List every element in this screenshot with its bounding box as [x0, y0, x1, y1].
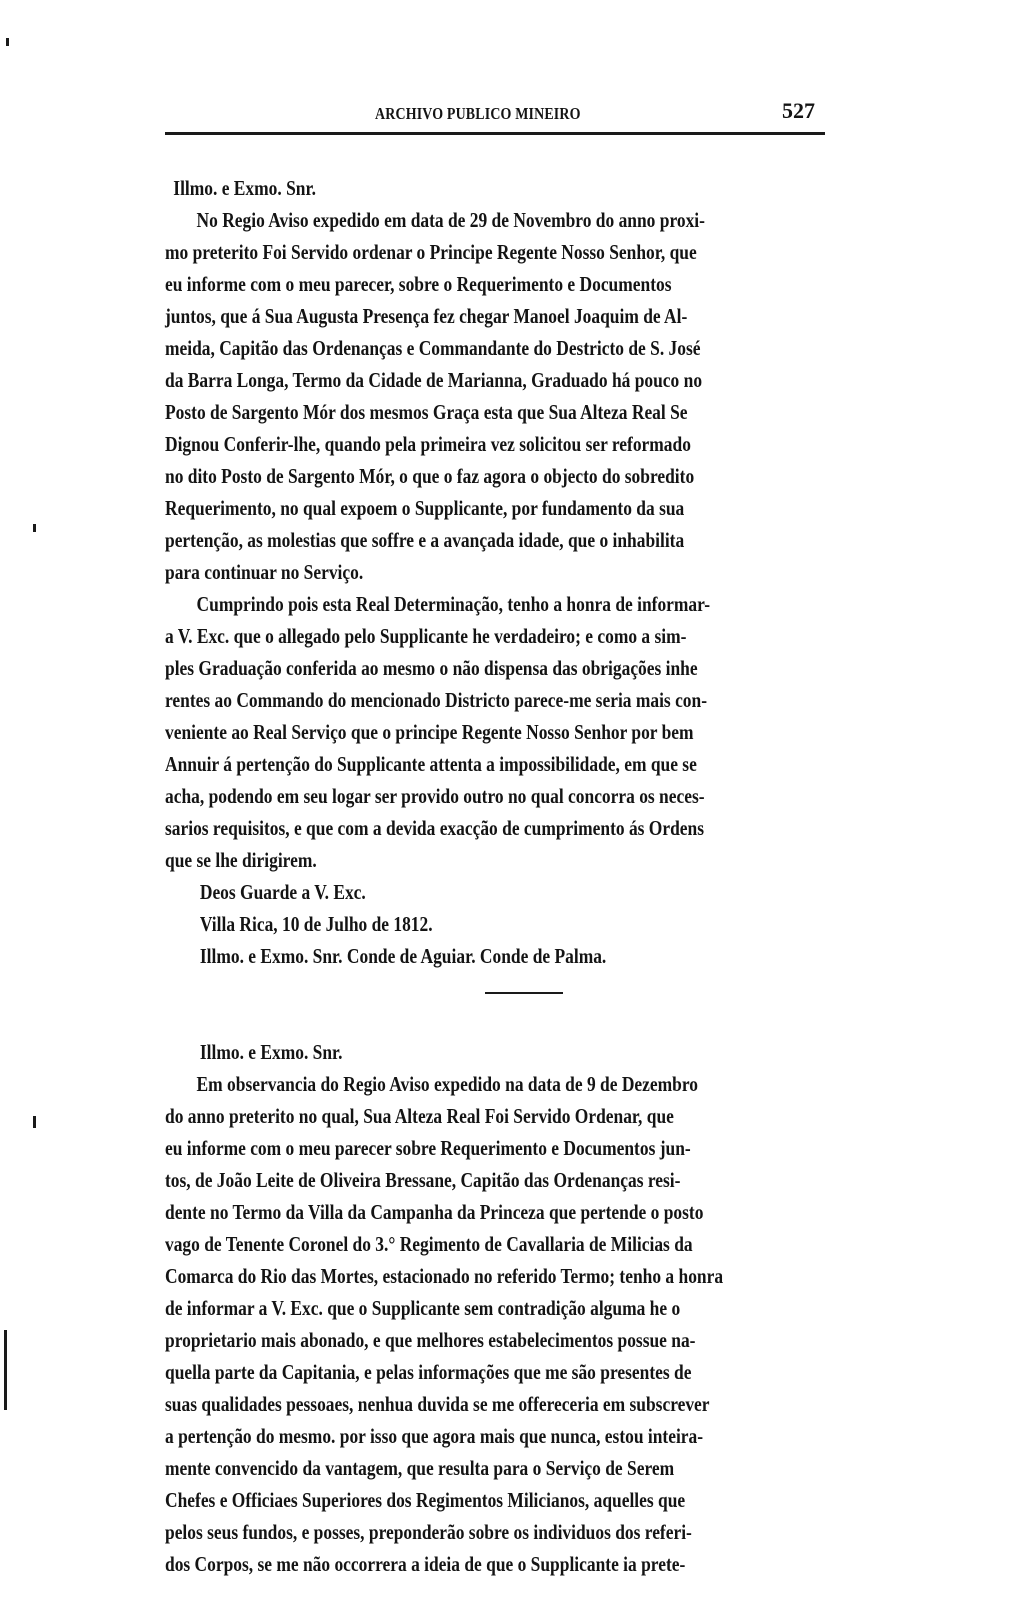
- running-title: ARCHIVO PUBLICO MINEIRO: [375, 104, 581, 123]
- text-line: Comarca do Rio das Mortes, estacionado no referido Termo; tenho a honra: [165, 1264, 724, 1288]
- text-line: da Barra Longa, Termo da Cidade de Marianna, Graduado há pouco no: [165, 368, 703, 392]
- text-line: No Regio Aviso expedido em data de 29 de Novembro do anno proxi-: [196, 208, 705, 232]
- page-number: 527: [782, 98, 815, 123]
- text-line: meida, Capitão das Ordenanças e Commandante do Destricto de S. José: [165, 336, 701, 360]
- scan-mark: [33, 1116, 36, 1128]
- letter-1: [165, 172, 845, 972]
- text-line: acha, podendo em seu logar ser provido outro no qual concorra os neces-: [165, 784, 705, 808]
- text-line: eu informe com o meu parecer, sobre o Requerimento e Documentos: [165, 272, 672, 296]
- header-rule: [165, 132, 825, 135]
- text-line: ples Graduação conferida ao mesmo o não dispensa das obrigações inhe: [165, 656, 698, 680]
- text-line: vago de Tenente Coronel do 3.° Regimento de Cavallaria de Milicias da: [165, 1232, 693, 1256]
- page-header: [165, 98, 845, 132]
- section-separator: [485, 992, 563, 994]
- text-line: tos, de João Leite de Oliveira Bressane, Capitão das Ordenanças resi-: [165, 1168, 681, 1192]
- text-line: quella parte da Capitania, e pelas informações que me são presentes de: [165, 1360, 692, 1384]
- letter-2-salutation: Illmo. e Exmo. Snr.: [199, 1040, 343, 1064]
- scan-mark: [4, 1330, 7, 1410]
- text-line: proprietario mais abonado, e que melhores estabelecimentos possue na-: [165, 1328, 696, 1352]
- text-line: pertenção, as molestias que soffre e a avançada idade, que o inhabilita: [165, 528, 685, 552]
- text-line: que se lhe dirigirem.: [165, 848, 317, 872]
- text-line: veniente ao Real Serviço que o principe Regente Nosso Senhor por bem: [165, 720, 694, 744]
- closing-line: Illmo. e Exmo. Snr. Conde de Aguiar. Conde de Palma.: [199, 944, 607, 968]
- text-line: Requerimento, no qual expoem o Supplicante, por fundamento da sua: [165, 496, 685, 520]
- text-line: Posto de Sargento Mór dos mesmos Graça esta que Sua Alteza Real Se: [165, 400, 688, 424]
- text-line: juntos, que á Sua Augusta Presença fez chegar Manoel Joaquim de Al-: [165, 304, 688, 328]
- closing-line: Deos Guarde a V. Exc.: [199, 880, 366, 904]
- text-line: de informar a V. Exc. que o Supplicante sem contradição alguma he o: [165, 1296, 681, 1320]
- text-line: no dito Posto de Sargento Mór, o que o faz agora o objecto do sobredito: [165, 464, 695, 488]
- text-line: rentes ao Commando do mencionado Districto parece-me seria mais con-: [165, 688, 708, 712]
- text-line: Cumprindo pois esta Real Determinação, tenho a honra de informar-: [196, 592, 711, 616]
- text-line: suas qualidades pessoaes, nenhua duvida se me offereceria em subscrever: [165, 1392, 710, 1416]
- text-line: mo preterito Foi Servido ordenar o Principe Regente Nosso Senhor, que: [165, 240, 697, 264]
- closing-line: Villa Rica, 10 de Julho de 1812.: [199, 912, 433, 936]
- text-line: pelos seus fundos, e posses, preponderão sobre os individuos dos referi-: [165, 1520, 692, 1544]
- text-line: Em observancia do Regio Aviso expedido na data de 9 de Dezembro: [196, 1072, 698, 1096]
- text-line: dente no Termo da Villa da Campanha da Princeza que pertende o posto: [165, 1200, 704, 1224]
- text-line: mente convencido da vantagem, que resulta para o Serviço de Serem: [165, 1456, 675, 1480]
- text-line: para continuar no Serviço.: [165, 560, 364, 584]
- scan-mark: [33, 524, 36, 532]
- text-line: a V. Exc. que o allegado pelo Supplicante he verdadeiro; e como a sim-: [165, 624, 687, 648]
- text-line: Chefes e Officiaes Superiores dos Regimentos Milicianos, aquelles que: [165, 1488, 686, 1512]
- text-line: eu informe com o meu parecer sobre Requerimento e Documentos jun-: [165, 1136, 691, 1160]
- text-line: dos Corpos, se me não occorrera a ideia de que o Supplicante ia prete-: [165, 1552, 686, 1576]
- text-line: a pertenção do mesmo. por isso que agora mais que nunca, estou inteira-: [165, 1424, 704, 1448]
- text-line: sarios requisitos, e que com a devida exacção de cumprimento ás Ordens: [165, 816, 705, 840]
- letter-1-salutation: Illmo. e Exmo. Snr.: [173, 176, 316, 200]
- text-line: do anno preterito no qual, Sua Alteza Real Foi Servido Ordenar, que: [165, 1104, 674, 1128]
- scan-mark: [6, 38, 9, 46]
- text-line: Annuir á pertenção do Supplicante attenta a impossibilidade, em que se: [165, 752, 697, 776]
- letter-2: [165, 1036, 845, 1580]
- text-line: Dignou Conferir-lhe, quando pela primeira vez solicitou ser reformado: [165, 432, 691, 456]
